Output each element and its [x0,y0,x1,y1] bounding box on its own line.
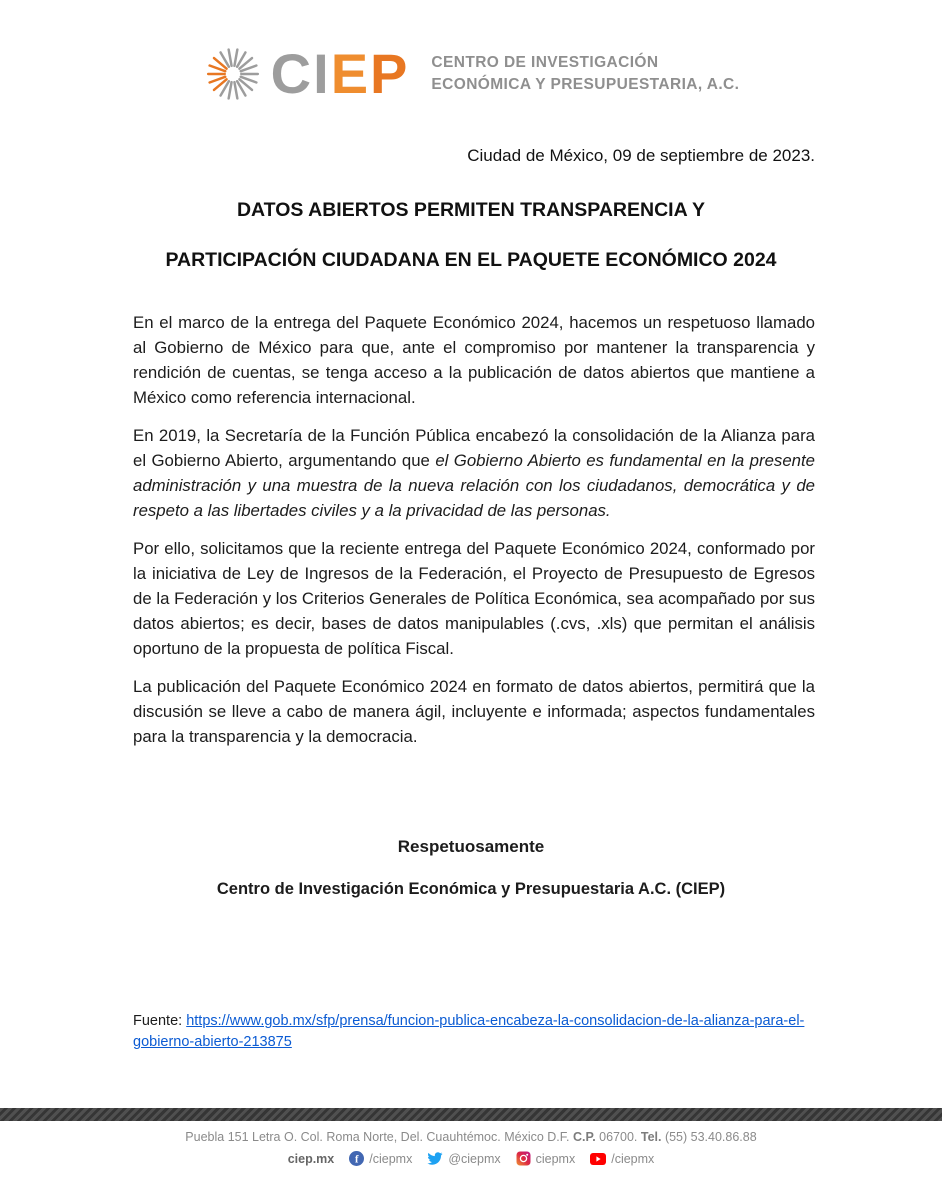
facebook-link[interactable] [349,1151,412,1166]
closing-salutation: Respetuosamente [397,837,545,856]
facebook-icon [349,1151,364,1166]
website-label: ciep.mx [287,1151,335,1166]
paragraph-3: Por ello, solicitamos que la reciente entrega del Paquete Económico 2024, conformado por la iniciativa de Ley de Ingresos de la Federación, el Proyecto de Presupuesto de Egresos de la Federación y los Criterios Generales de Política Económica, sea acompañado por sus datos abiertos; es decir, bases de datos manipulables (.cvs, .xls) que permitan el análisis oportuno de la propuesta de política Fiscal. [133,539,815,658]
address-tel-value: (55) 53.40.86.88 [661,1130,757,1144]
youtube-link[interactable] [590,1152,654,1166]
org-name [431,52,739,97]
org-name-line2: ECONÓMICA Y PRESUPUESTARIA, A.C. [431,76,740,93]
ciep-logotype [270,42,410,105]
dateline: Ciudad de México, 09 de septiembre de 2023. [467,146,815,165]
source-label: Fuente: [133,1013,187,1029]
logo-letter-c: C [270,42,314,105]
twitter-handle: @ciepmx [448,1151,501,1166]
logo-letter-i: I [313,42,331,105]
paragraph-4: La publicación del Paquete Económico 2024 en formato de datos abiertos, permitirá que la discusión se lleve a cabo de manera ágil, incluyente e informada; aspectos fundamentales para la transparencia y la democracia. [133,677,815,746]
address-text: Puebla 151 Letra O. Col. Roma Norte, Del. Cuauhtémoc. México D.F. [185,1130,573,1144]
logo-letter-p: P [370,42,410,105]
document-body [0,310,942,749]
logo-letter-e: E [330,42,371,105]
address-cp-value: 06700. [595,1130,641,1144]
title-line-2: PARTICIPACIÓN CIUDADANA EN EL PAQUETE ECONÓMICO 2024 [165,249,777,271]
instagram-link[interactable] [516,1151,576,1166]
instagram-icon [516,1151,531,1166]
twitter-icon [427,1152,443,1166]
ciep-logo [203,44,410,104]
page-footer [0,1108,942,1200]
paragraph-2 [133,423,815,523]
ciep-sunburst-icon [203,44,263,104]
title-line-1: DATOS ABIERTOS PERMITEN TRANSPARENCIA Y [236,199,706,221]
org-name-line1: CENTRO DE INVESTIGACIÓN [431,53,659,71]
address-cp-label: C.P. [572,1130,596,1144]
facebook-handle: /ciepmx [369,1151,413,1166]
signature-line: Centro de Investigación Económica y Presupuestaria A.C. (CIEP) [216,880,726,898]
footer-address [0,1130,942,1144]
footer-decorative-bar [0,1108,942,1121]
paragraph-2-italic: el Gobierno Abierto es fundamental en la presente administración y una muestra de la nueva relación con los ciudadanos, democrática y de respeto a las libertades civiles y a la privacidad de las personas. [133,451,815,520]
paragraph-2-regular: En 2019, la Secretaría de la Función Pública encabezó la consolidación de la Alianza para el Gobierno Abierto, argumentando que [133,426,815,470]
source-link[interactable]: https://www.gob.mx/sfp/prensa/funcion-publica-encabeza-la-consolidacion-de-la-alianza-para-el-gobierno-abierto-213875 [133,1013,805,1051]
letterhead [0,0,942,104]
footer-social-row [0,1151,942,1166]
twitter-link[interactable] [427,1152,500,1166]
document-title [0,199,942,272]
instagram-handle: ciepmx [535,1151,576,1166]
paragraph-1: En el marco de la entrega del Paquete Económico 2024, hacemos un respetuoso llamado al Gobierno de México para que, ante el compromiso por mantener la transparencia y rendición de cuentas, se tenga acceso a la publicación de datos abiertos que mantiene a México como referencia internacional. [133,313,815,407]
youtube-icon [590,1153,606,1165]
youtube-handle: /ciepmx [611,1151,655,1166]
svg-text:f: f [355,1154,359,1166]
address-tel-label: Tel. [640,1130,662,1144]
source-line [0,1011,942,1053]
